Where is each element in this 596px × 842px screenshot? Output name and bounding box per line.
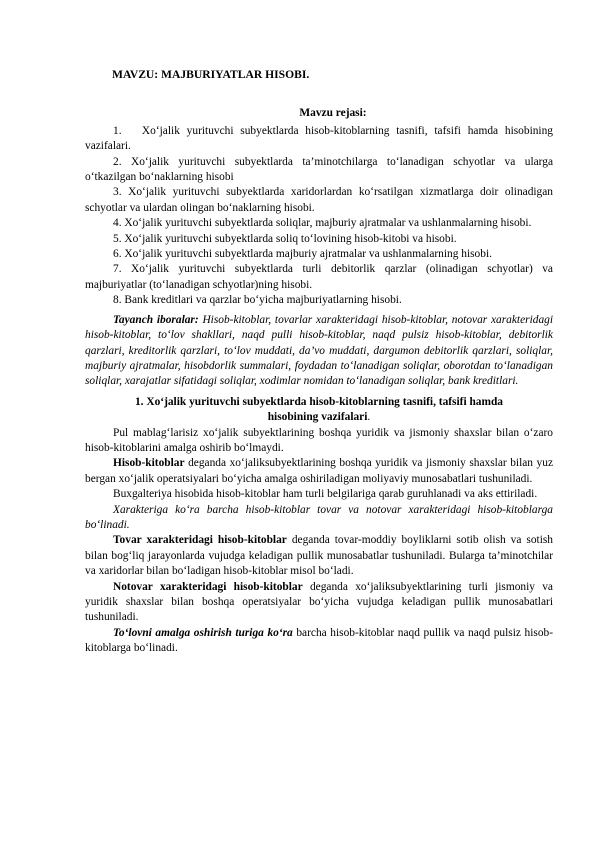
keywords-label: Tayanch iboralar: <box>113 313 199 326</box>
term-bold: Tovar xarakteridagi hisob-kitoblar <box>113 534 287 547</box>
section-heading-end: . <box>367 411 371 424</box>
plan-item: 3. Xo‘jalik yurituvchi subyektlarda xaridorlardan ko‘rsatilgan xizmatlarga doir olinadigan schyotlar va ulardan olingan bo‘naklarning hisobi. <box>85 186 553 214</box>
body-paragraph-italic: Xarakteriga ko‘ra barcha hisob-kitoblar tovar va notovar xarakteridagi hisob-kitoblarga bo‘linadi. <box>85 503 553 531</box>
body-paragraph <box>85 580 553 626</box>
plan-item: 6. Xo‘jalik yurituvchi subyektlarda majburiy ajratmalar va ushlanmalarning hisobi. <box>113 248 492 261</box>
plan-item: 1. Xo‘jalik yurituvchi subyektlarda hisob-kitoblarning tasnifi, tafsifi hamda hisobining vazifalari. <box>85 124 553 153</box>
term-definition: deganda tovar-moddiy boyliklarni sotib olish va sotish bilan bog‘liq jarayonlarda vujudga keladigan pullik munosabatlar tushuniladi. Bularga ta’minotchilar va xaridorlar bilan bo‘ladigan hisob-kitoblar misol bo‘ladi. <box>85 534 553 578</box>
term-bold-italic: To‘lovni amalga oshirish turiga ko‘ra <box>113 626 293 639</box>
keywords-text: Hisob-kitoblar, tovarlar xarakteridagi hisob-kitoblar, notovar xarakteridagi hisob-kitoblar, to‘lov shakllari, naqd pulli hisob-kitoblar, naqd pulsiz hisob-kitoblar, debitorlik qarzlari, kreditorlik qarzlari, to‘lov muddati, da’vo muddati, dargumon debitorlik qarzlari, soliqlar, majburiy ajratmalar, hisobdorlik summalari, foydadan to‘lanadigan soliqlar, oborotdan to‘lanadigan soliqlar, xarajatlar sifatidagi soliqlar, xodimlar nomidan to‘lanadigan soliqlar, bank kreditlari. <box>85 313 554 388</box>
body-paragraph <box>85 533 553 579</box>
body-paragraph: Buxgalteriya hisobida hisob-kitoblar ham turli belgilariga qarab guruhlanadi va aks ettiriladi. <box>113 488 538 501</box>
document-page <box>85 55 553 657</box>
term-bold: Hisob-kitoblar <box>113 457 185 470</box>
term-bold: Notovar xarakteridagi hisob-kitoblar <box>113 580 303 593</box>
document-title: MAVZU: MAJBURIYATLAR HISOBI. <box>112 68 310 81</box>
plan-item: 4. Xo‘jalik yurituvchi subyektlarda soliqlar, majburiy ajratmalar va ushlanmalarning hisobi. <box>113 217 532 230</box>
section-heading-line2: hisobining vazifalari <box>267 411 368 424</box>
plan-item: 8. Bank kreditlari va qarzlar bo‘yicha majburiyatlarning hisobi. <box>113 294 402 307</box>
plan-item: 7. Xo‘jalik yurituvchi subyektlarda turli debitorlik qarzlar (olinadigan schyotlar) va majburiyatlar (to‘lanadigan schyotlar)ning hisobi. <box>85 263 553 291</box>
body-paragraph: Pul mablag‘larisiz xo‘jalik subyektlarining boshqa yuridik va jismoniy shaxslar bilan o‘zaro hisob-kitoblarini amalga oshirib bo‘lmaydi. <box>85 426 553 454</box>
term-definition: barcha hisob-kitoblar naqd pullik va naqd pulsiz hisob-kitoblarga bo‘linadi. <box>85 626 553 655</box>
term-definition: deganda xo‘jaliksubyektlarining boshqa yuridik va jismoniy shaxslar bilan yuz bergan xo‘jalik operatsiyalari bo‘yicha amalga oshiriladigan moliyaviy munosabatlari tushuniladi. <box>85 457 553 485</box>
plan-item: 5. Xo‘jalik yurituvchi subyektlarda soliq to‘lovining hisob-kitobi va hisobi. <box>113 232 457 245</box>
section-heading-line1: 1. Xo‘jalik yurituvchi subyektlarda hisob-kitoblarning tasnifi, tafsifi hamda <box>134 395 504 408</box>
section-heading <box>85 395 553 426</box>
body-paragraph <box>85 456 553 487</box>
body-paragraph <box>85 626 553 657</box>
keywords-paragraph <box>85 313 553 390</box>
plan-item: 2. Xo‘jalik yurituvchi subyektlarda ta’minotchilarga to‘lanadigan schyotlar va ularga o‘tkazilgan bo‘naklarning hisobi <box>85 155 553 184</box>
plan-list <box>85 124 553 309</box>
plan-heading: Mavzu rejasi: <box>299 107 367 120</box>
term-definition: deganda xo‘jaliksubyektlarining turli jismoniy va yuridik shaxslar bilan boshqa operatsiyalar bo‘yicha vujudga keladigan pullik munosabatlari tushuniladi. <box>85 580 553 624</box>
